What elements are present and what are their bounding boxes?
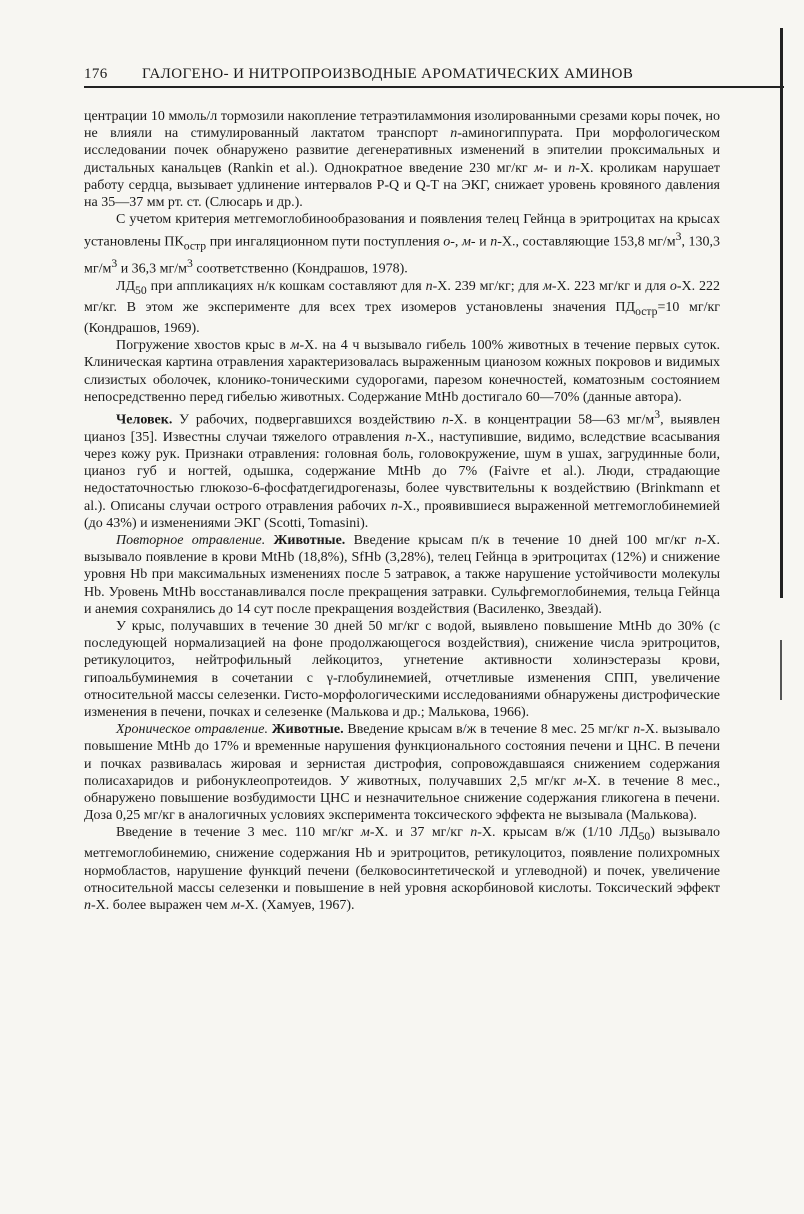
running-title: ГАЛОГЕНО- И НИТРОПРОИЗВОДНЫЕ АРОМАТИЧЕСКИХ АМИНОВ: [142, 66, 634, 82]
paragraph: Повторное отравление. Животные. Введение крысам п/к в течение 10 дней 100 мг/кг п-Х. вызывало появление в крови MtHb (18,8%), SfHb (3,28%), телец Гейнца в эритроцитах (12%) и снижение уровня Hb при максимальных изменениях после 5 затравок, а также нарушение устойчивости молекулы Hb. Уровень MtHb восстанавливался после прекращения затравки. Сульфгемоглобинемия, тельца Гейнца и анемия сохранялись до 14 сут после прекращения воздействия (Василенко, Звездай).: [84, 533, 720, 617]
running-header: [84, 66, 784, 88]
page-number: 176: [84, 66, 108, 82]
paragraph: Погружение хвостов крыс в м-Х. на 4 ч вызывало гибель 100% животных в течение первых суток. Клиническая картина отравления характеризовалась выраженным цианозом кожных покровов и видимых слизистых оболочек, клонико-тоническими судорогами, парезом конечностей, коматозным состоянием непосредственно перед гибелью животных. Содержание MtHb достигало 60—70% (данные автора).: [84, 338, 720, 405]
paragraph: $ЛД_{50}$ при аппликациях н/к кошкам составляют для п-Х. 239 мг/кг; для м-Х. 223 мг/кг и для о-Х. 222 мг/кг. В этом же эксперименте для всех трех изомеров установлены значения $ПД_{остр}=10$ мг/кг (Кондрашов, 1969).: [84, 278, 721, 336]
paragraph: Хроническое отравление. Животные. Введение крысам в/ж в течение 8 мес. 25 мг/кг п-Х. вызывало повышение MtHb до 17% и временные нарушения функционального состояния печени и ЦНС. В печени и почках развивалась жировая и зернистая дистрофия, сопровождавшаяся снижением содержания полисахаридов и рибонуклеопротеидов. У животных, получавших 2,5 мг/кг м-Х. в течение 8 мес., обнаружено повышение возбудимости ЦНС и незначительное снижение содержания гликогена в печени. Доза 0,25 мг/кг в аналогичных условиях эксперимента токсического эффекта не вызывала (Малькова).: [84, 722, 720, 824]
paragraph: центрации 10 ммоль/л тормозили накопление тетраэтиламмония изолированными срезами коры почек, но не влияли на стимулированный лактатом транспорт п-аминогиппурата. При морфологическом исследовании почек обнаружено развитие дегенеративных изменений в эпителии проксимальных и дистальных канальцев (Rankin et al.). Однократное введение 230 мг/кг м- и п-Х. кроликам нарушает работу сердца, вызывает удлинение интервалов P-Q и Q-T на ЭКГ, снижает уровень кровяного давления на 35—37 мм рт. ст. (Слюсарь и др.).: [84, 109, 720, 211]
page-edge-line: [780, 640, 782, 700]
paragraph: Человек. У рабочих, подвергавшихся воздействию п-Х. в концентрации 58—63 $мг/м^3$, выявлен цианоз [35]. Известны случаи тяжелого отравления п-Х., наступившие, видимо, вследствие всасывания через кожу рук. Признаки отравления: головная боль, головокружение, шум в ушах, загрудинные боли, цианоз губ и ногтей, одышка, содержание MtHb до 7% (Faivre et al.). Люди, страдающие недостаточностью глюкозо-6-фосфатдегидрогеназы, более чувствительны к воздействию (Brinkmann et al.). Описаны случаи острого отравления рабочих п-Х., проявившиеся выраженной метгемоглобинемией (до 43%) и изменениями ЭКГ (Scotti, Tomasini).: [84, 407, 721, 531]
paragraph: Введение в течение 3 мес. 110 мг/кг м-Х. и 37 мг/кг п-Х. крысам в/ж (1/10 $ЛД_{50}$) вызывало метгемоглобинемию, снижение содержания Hb и эритроцитов, ретикулоцитоз, появление полихромных нормобластов, нарушение функций печени (белковосинтетической и углеводной) и почек, увеличение относительной массы селезенки и повышение в ней уровня аскорбиновой кислоты. Токсический эффект п-Х. более выражен чем м-Х. (Хамуев, 1967).: [84, 825, 720, 914]
paragraph: У крыс, получавших в течение 30 дней 50 мг/кг с водой, выявлено повышение MtHb до 30% (с последующей нормализацией на фоне продолжающегося воздействия), снижение числа эритроцитов, ретикулоцитоз, нейтрофильный лейкоцитоз, угнетение активности холинэстеразы крови, гипоальбуминемия в сочетании с γ-глобулинемией, отчетливые изменения СПП, увеличение относительной массы селезенки. Гисто-морфологическими исследованиями обнаружены дистрофические изменения в печени, почках и селезенке (Малькова и др.; Малькова, 1966).: [84, 619, 720, 721]
body-text: [84, 108, 720, 914]
page-edge-line: [780, 28, 783, 598]
paragraph: С учетом критерия метгемоглобинообразования и появления телец Гейнца в эритроцитах на крысах установлены $ПК_{остр}$ при ингаляционном пути поступления о-, м- и п-Х., составляющие 153,8 $мг/м^3$, 130,3 $мг/м^3$ и 36,3 $мг/м^3$ соответственно (Кондрашов, 1978).: [84, 212, 721, 277]
